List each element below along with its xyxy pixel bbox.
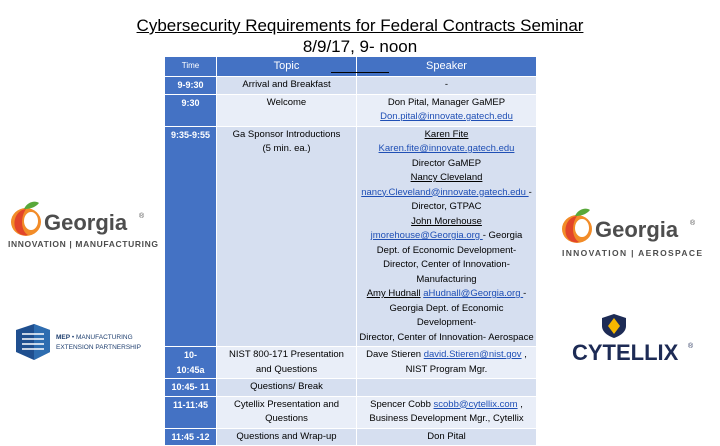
topic-line: Arrival and Breakfast [242, 79, 331, 90]
topic-line: (5 min. ea.) [262, 143, 311, 154]
speaker-line [359, 142, 534, 157]
cytellix-shield-icon [602, 314, 626, 338]
speaker-text: Director GaMEP [411, 157, 482, 169]
agenda-speaker [357, 428, 537, 446]
seminar-title: Cybersecurity Requirements for Federal Contracts Seminar [136, 16, 584, 35]
agenda-speaker [357, 77, 537, 95]
speaker-line [359, 200, 534, 215]
time-line: 9-9:30 [177, 80, 204, 90]
speaker-text: Don Pital, Manager GaMEP [387, 96, 506, 108]
speaker-text: Manufacturing [416, 273, 477, 285]
agenda-speaker [357, 126, 537, 347]
time-line: 11:45 -12 [171, 431, 210, 442]
speaker-line [359, 258, 534, 273]
mep-cube-icon [16, 324, 50, 360]
speaker-line [359, 78, 534, 93]
speaker-text: , [521, 349, 527, 360]
agenda-time [165, 94, 217, 126]
speaker-email-link[interactable]: david.Stieren@nist.gov [423, 349, 522, 360]
header-underline [331, 72, 389, 73]
topic-line: Welcome [266, 96, 307, 108]
speaker-text: - [528, 186, 532, 198]
agenda-topic [217, 396, 357, 428]
georgia-wordmark: Georgia [44, 210, 128, 235]
georgia-tagline: INNOVATION | MANUFACTURING [8, 239, 158, 249]
cytellix-wordmark: CYTELLIX [572, 340, 679, 365]
topic-line: and Questions [255, 363, 318, 375]
topic-line: Questions and Wrap-up [236, 430, 337, 442]
agenda-time [165, 347, 217, 379]
agenda-time [165, 379, 217, 397]
speaker-text: Dave Stieren [366, 349, 424, 360]
agenda-speaker [357, 347, 537, 379]
speaker-line [359, 186, 534, 201]
seminar-date: 8/9/17, 9- noon [302, 37, 418, 56]
speaker-email-link[interactable]: Don.pital@innovate.gatech.edu [380, 111, 513, 122]
topic-line: Questions/ Break [250, 381, 323, 392]
agenda-speaker [357, 396, 537, 428]
agenda-time [165, 126, 217, 347]
georgia-wordmark: Georgia [595, 217, 679, 242]
time-line: 10:45- 11 [171, 382, 210, 392]
topic-line: Cytellix Presentation and [233, 398, 340, 410]
speaker-text: - Georgia [482, 230, 523, 241]
georgia-peach-icon [562, 209, 592, 243]
speaker-text: Don Pital [427, 430, 466, 442]
agenda-topic [217, 94, 357, 126]
topic-line: Questions [265, 413, 308, 424]
speaker-line [359, 302, 534, 331]
header-speaker: Speaker [357, 57, 537, 77]
speaker-email-link[interactable]: nancy.Cleveland@innovate.gatech.edu [361, 186, 529, 198]
time-line: 9:35-9:55 [170, 129, 211, 140]
agenda-row [165, 396, 537, 428]
speaker-text: Director, GTPAC [411, 201, 482, 212]
speaker-line [359, 412, 534, 427]
speaker-name: Amy Hudnall [366, 288, 421, 299]
agenda-speaker [357, 94, 537, 126]
speaker-line [359, 363, 534, 378]
speaker-text: - [444, 79, 449, 90]
georgia-manufacturing-logo [8, 200, 160, 256]
speaker-name: John Morehouse [411, 215, 482, 227]
agenda-time [165, 428, 217, 446]
speaker-text: Director, Center of Innovation- [383, 259, 510, 270]
agenda-row [165, 379, 537, 397]
agenda-row [165, 126, 537, 347]
agenda-row [165, 94, 537, 126]
speaker-line [359, 96, 534, 111]
speaker-line [359, 287, 534, 302]
speaker-line [359, 348, 534, 363]
speaker-line [359, 215, 534, 230]
time-line: 9:30 [181, 97, 200, 108]
time-line: 10- [183, 350, 197, 360]
time-line: 11-11:45 [172, 399, 209, 410]
speaker-line [359, 430, 534, 445]
speaker-email-link[interactable]: scobb@cytellix.com [433, 398, 518, 410]
agenda-row [165, 347, 537, 379]
cytellix-logo [570, 310, 698, 370]
agenda-topic [217, 379, 357, 397]
agenda-time [165, 77, 217, 95]
georgia-peach-icon [11, 202, 41, 236]
speaker-line [359, 157, 534, 172]
speaker-name: Nancy Cleveland [410, 172, 483, 183]
speaker-text: Dept. of Economic Development- [376, 244, 517, 256]
georgia-tagline: INNOVATION | AEROSPACE [562, 248, 702, 258]
agenda-header-row [165, 57, 537, 77]
speaker-line [359, 110, 534, 125]
agenda-speaker [357, 379, 537, 397]
speaker-email-link[interactable]: jmorehouse@Georgia.org [370, 230, 483, 241]
cytellix-reg-mark: ® [688, 343, 694, 350]
mep-line-2: EXTENSION PARTNERSHIP [56, 344, 141, 351]
agenda-row [165, 77, 537, 95]
speaker-text: Director, Center of Innovation- Aerospace [359, 331, 534, 343]
speaker-line [359, 229, 534, 244]
agenda-topic [217, 428, 357, 446]
speaker-line [359, 171, 534, 186]
agenda-time [165, 396, 217, 428]
agenda-topic [217, 126, 357, 347]
speaker-text: NIST Program Mgr. [405, 363, 488, 375]
speaker-line [359, 331, 534, 346]
speaker-line [359, 244, 534, 259]
header-topic: Topic [217, 57, 357, 77]
agenda-row [165, 428, 537, 446]
agenda-topic [217, 77, 357, 95]
speaker-email-link[interactable]: aHudnall@Georgia.org [423, 288, 524, 299]
georgia-aerospace-logo [560, 206, 705, 264]
speaker-email-link[interactable]: Karen.fite@innovate.gatech.edu [378, 143, 515, 154]
speaker-line [359, 273, 534, 288]
georgia-reg-mark: ® [139, 213, 145, 220]
agenda-table [164, 56, 537, 446]
agenda-topic [217, 347, 357, 379]
speaker-name: Karen Fite [424, 128, 469, 140]
speaker-text: Business Development Mgr., Cytellix [369, 413, 524, 424]
header-time: Time [165, 57, 217, 77]
time-line: 10:45a [176, 364, 205, 375]
topic-line: NIST 800-171 Presentation [229, 349, 344, 360]
mep-line-1: MEP • MANUFACTURING [56, 334, 133, 341]
speaker-line [359, 128, 534, 143]
speaker-text: Spencer Cobb [370, 398, 434, 410]
speaker-text: , [517, 398, 523, 410]
speaker-text: Georgia Dept. of Economic Development- [389, 302, 504, 328]
agenda-body [165, 77, 537, 446]
topic-line: Ga Sponsor Introductions [232, 128, 341, 140]
georgia-reg-mark: ® [690, 220, 696, 227]
speaker-text: - [523, 288, 527, 299]
mep-logo [14, 322, 144, 362]
